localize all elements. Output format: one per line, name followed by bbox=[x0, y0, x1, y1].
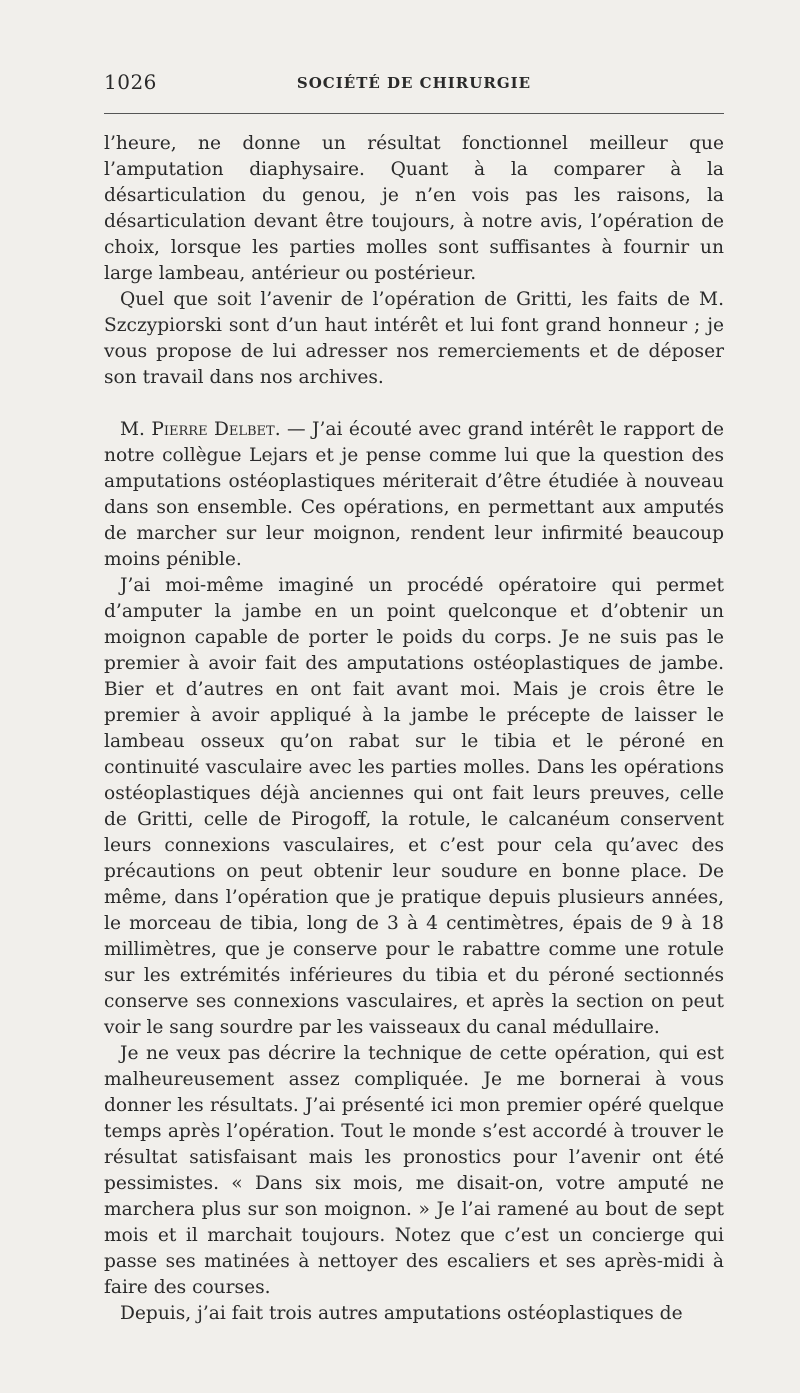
running-head: SOCIÉTÉ DE CHIRURGIE bbox=[296, 74, 532, 92]
paragraph-delbet-intro bbox=[104, 417, 724, 573]
paragraph-results: Je ne veux pas décrire la technique de cette opération, qui est malheureusement assez compliquée. Je me bornerai à vous donner les résultats. J’ai présenté ici mon premier opéré quelque temps après l’opération. Tout le monde s’est accordé à trouver le résultat satisfaisant mais les pronostics pour l’avenir ont été pessimistes. « Dans six mois, me disait-on, votre amputé ne marchera plus sur son moignon. » Je l’ai ramené au bout de sept mois et il marchait toujours. Notez que c’est un concierge qui passe ses matinées à nettoyer des escaliers et ses après-midi à faire des courses. bbox=[104, 1043, 724, 1298]
page-header bbox=[104, 70, 724, 100]
paragraph-gritti: Quel que soit l’avenir de l’opération de Gritti, les faits de M. Szczypiorski sont d’un haut intérêt et lui font grand honneur ; je vous propose de lui adresser nos remerciements et de déposer son travail dans nos archives. bbox=[104, 289, 724, 388]
header-rule bbox=[104, 113, 724, 114]
page-number: 1026 bbox=[104, 70, 157, 94]
paragraph-continuation: l’heure, ne donne un résultat fonctionnel meilleur que l’amputation diaphysaire. Quant à la comparer à la désarticulation du genou, je n’en vois pas les raisons, la désarticulation devant être toujours, à notre avis, l’opération de choix, lorsque les parties molles sont suffisantes à fournir un large lambeau, antérieur ou postérieur. bbox=[104, 133, 724, 284]
paragraph-depuis: Depuis, j’ai fait trois autres amputations ostéoplastiques de bbox=[120, 1303, 683, 1324]
speaker-name: Pierre Delbet bbox=[151, 419, 275, 440]
speaker-prefix: M. bbox=[120, 419, 152, 440]
body-text bbox=[104, 131, 724, 1327]
paragraph-delbet-text: . — J’ai écouté avec grand intérêt le rapport de notre collègue Lejars et je pense comme lui que la question des amputations ostéoplastiques mériterait d’être étudiée à nouveau dans son ensemble. Ces opérations, en permettant aux amputés de marcher sur leur moignon, rendent leur infirmité beaucoup moins pénible. bbox=[104, 419, 724, 570]
paragraph-procedure: J’ai moi-même imaginé un procédé opératoire qui permet d’amputer la jambe en un point quelconque et d’obtenir un moignon capable de porter le poids du corps. Je ne suis pas le premier à avoir fait des amputations ostéoplastiques de jambe. Bier et d’autres en ont fait avant moi. Mais je crois être le premier à avoir appliqué à la jambe le précepte de laisser le lambeau osseux qu’on rabat sur le tibia et le péroné en continuité vasculaire avec les parties molles. Dans les opérations ostéoplastiques déjà anciennes qui ont fait leurs preuves, celle de Gritti, celle de Pirogoff, la rotule, le calcanéum conservent leurs connexions vasculaires, et c’est pour cela qu’avec des précautions on peut obtenir leur soudure en bonne place. De même, dans l’opération que je pratique depuis plusieurs années, le morceau de tibia, long de 3 à 4 centimètres, épais de 9 à 18 millimètres, que je conserve pour le rabattre comme une rotule sur les extrémités inférieures du tibia et du péroné sectionnés conserve ses connexions vasculaires, et après la section on peut voir le sang sourdre par les vaisseaux du canal médullaire. bbox=[104, 575, 724, 1038]
